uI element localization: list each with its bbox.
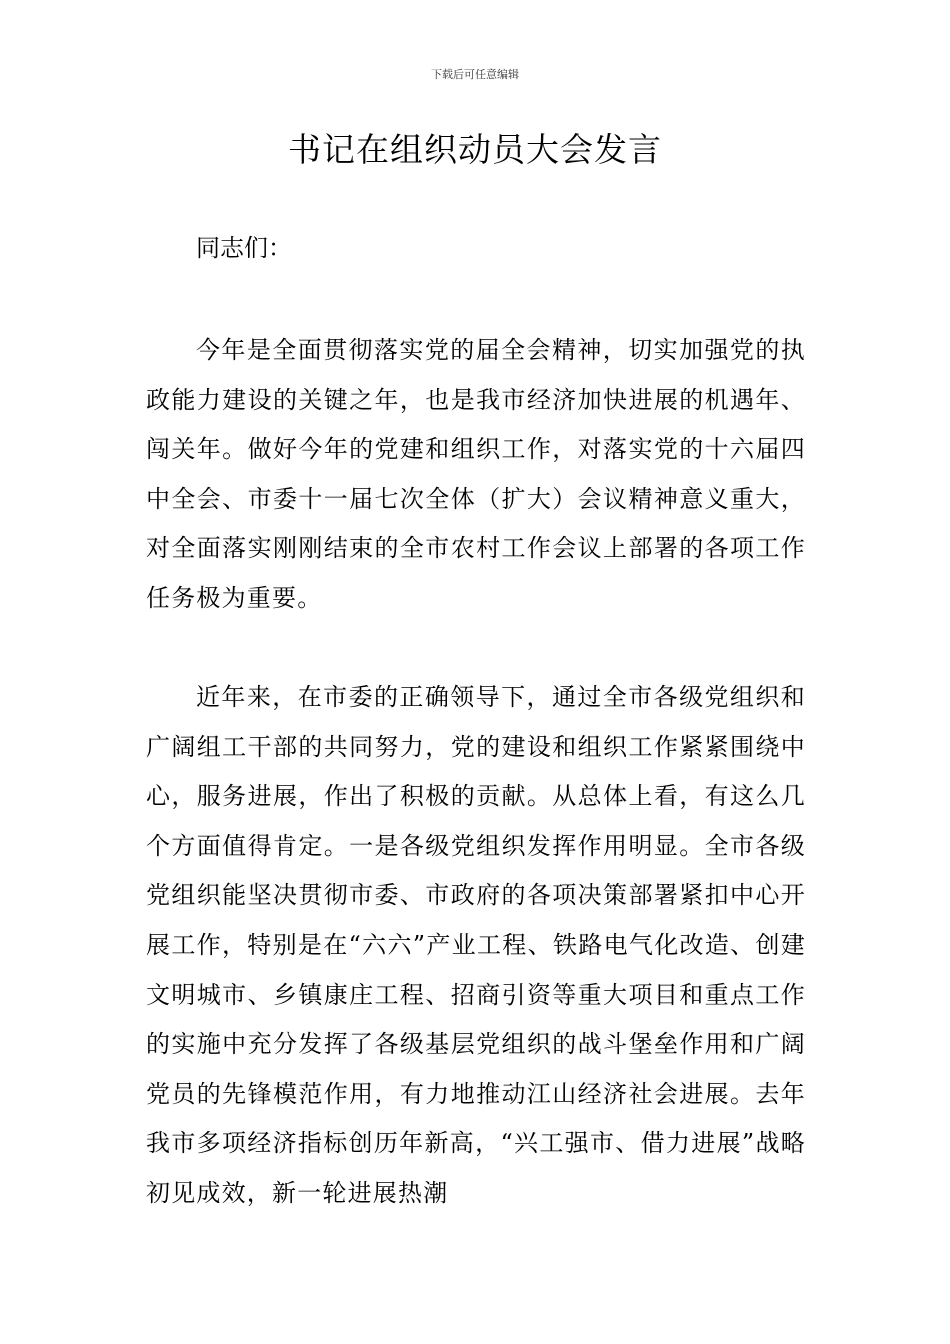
salutation: 同志们：	[196, 234, 292, 262]
body-paragraph: 近年来，在市委的正确领导下，通过全市各级党组织和广阔组工干部的共同努力，党的建设和组织工作紧紧围绕中心，服务进展，作出了积极的贡献。从总体上看，有这么几个方面值得肯定。一是各级党组织发挥作用明显。全市各级党组织能坚决贯彻市委、市政府的各项决策部署紧扣中心开展工作，特别是在“六六”产业工程、铁路电气化改造、创建文明城市、乡镇康庄工程、招商引资等重大项目和重点工作的实施中充分发挥了各级基层党组织的战斗堡垒作用和广阔党员的先锋模范作用，有力地推动江山经济社会进展。去年我市多项经济指标创历年新高，“兴工强市、借力进展”战略初见成效，新一轮进展热潮	[146, 683, 806, 1207]
header-note: 下载后可任意编辑	[431, 68, 519, 81]
body-paragraph: 今年是全面贯彻落实党的届全会精神，切实加强党的执政能力建设的关键之年，也是我市经济加快进展的机遇年、闯关年。做好今年的党建和组织工作，对落实党的十六届四中全会、市委十一届七次全体（扩大）会议精神意义重大，对全面落实刚刚结束的全市农村工作会议上部署的各项工作任务极为重要。	[146, 336, 806, 612]
document-title: 书记在组织动员大会发言	[288, 130, 662, 169]
